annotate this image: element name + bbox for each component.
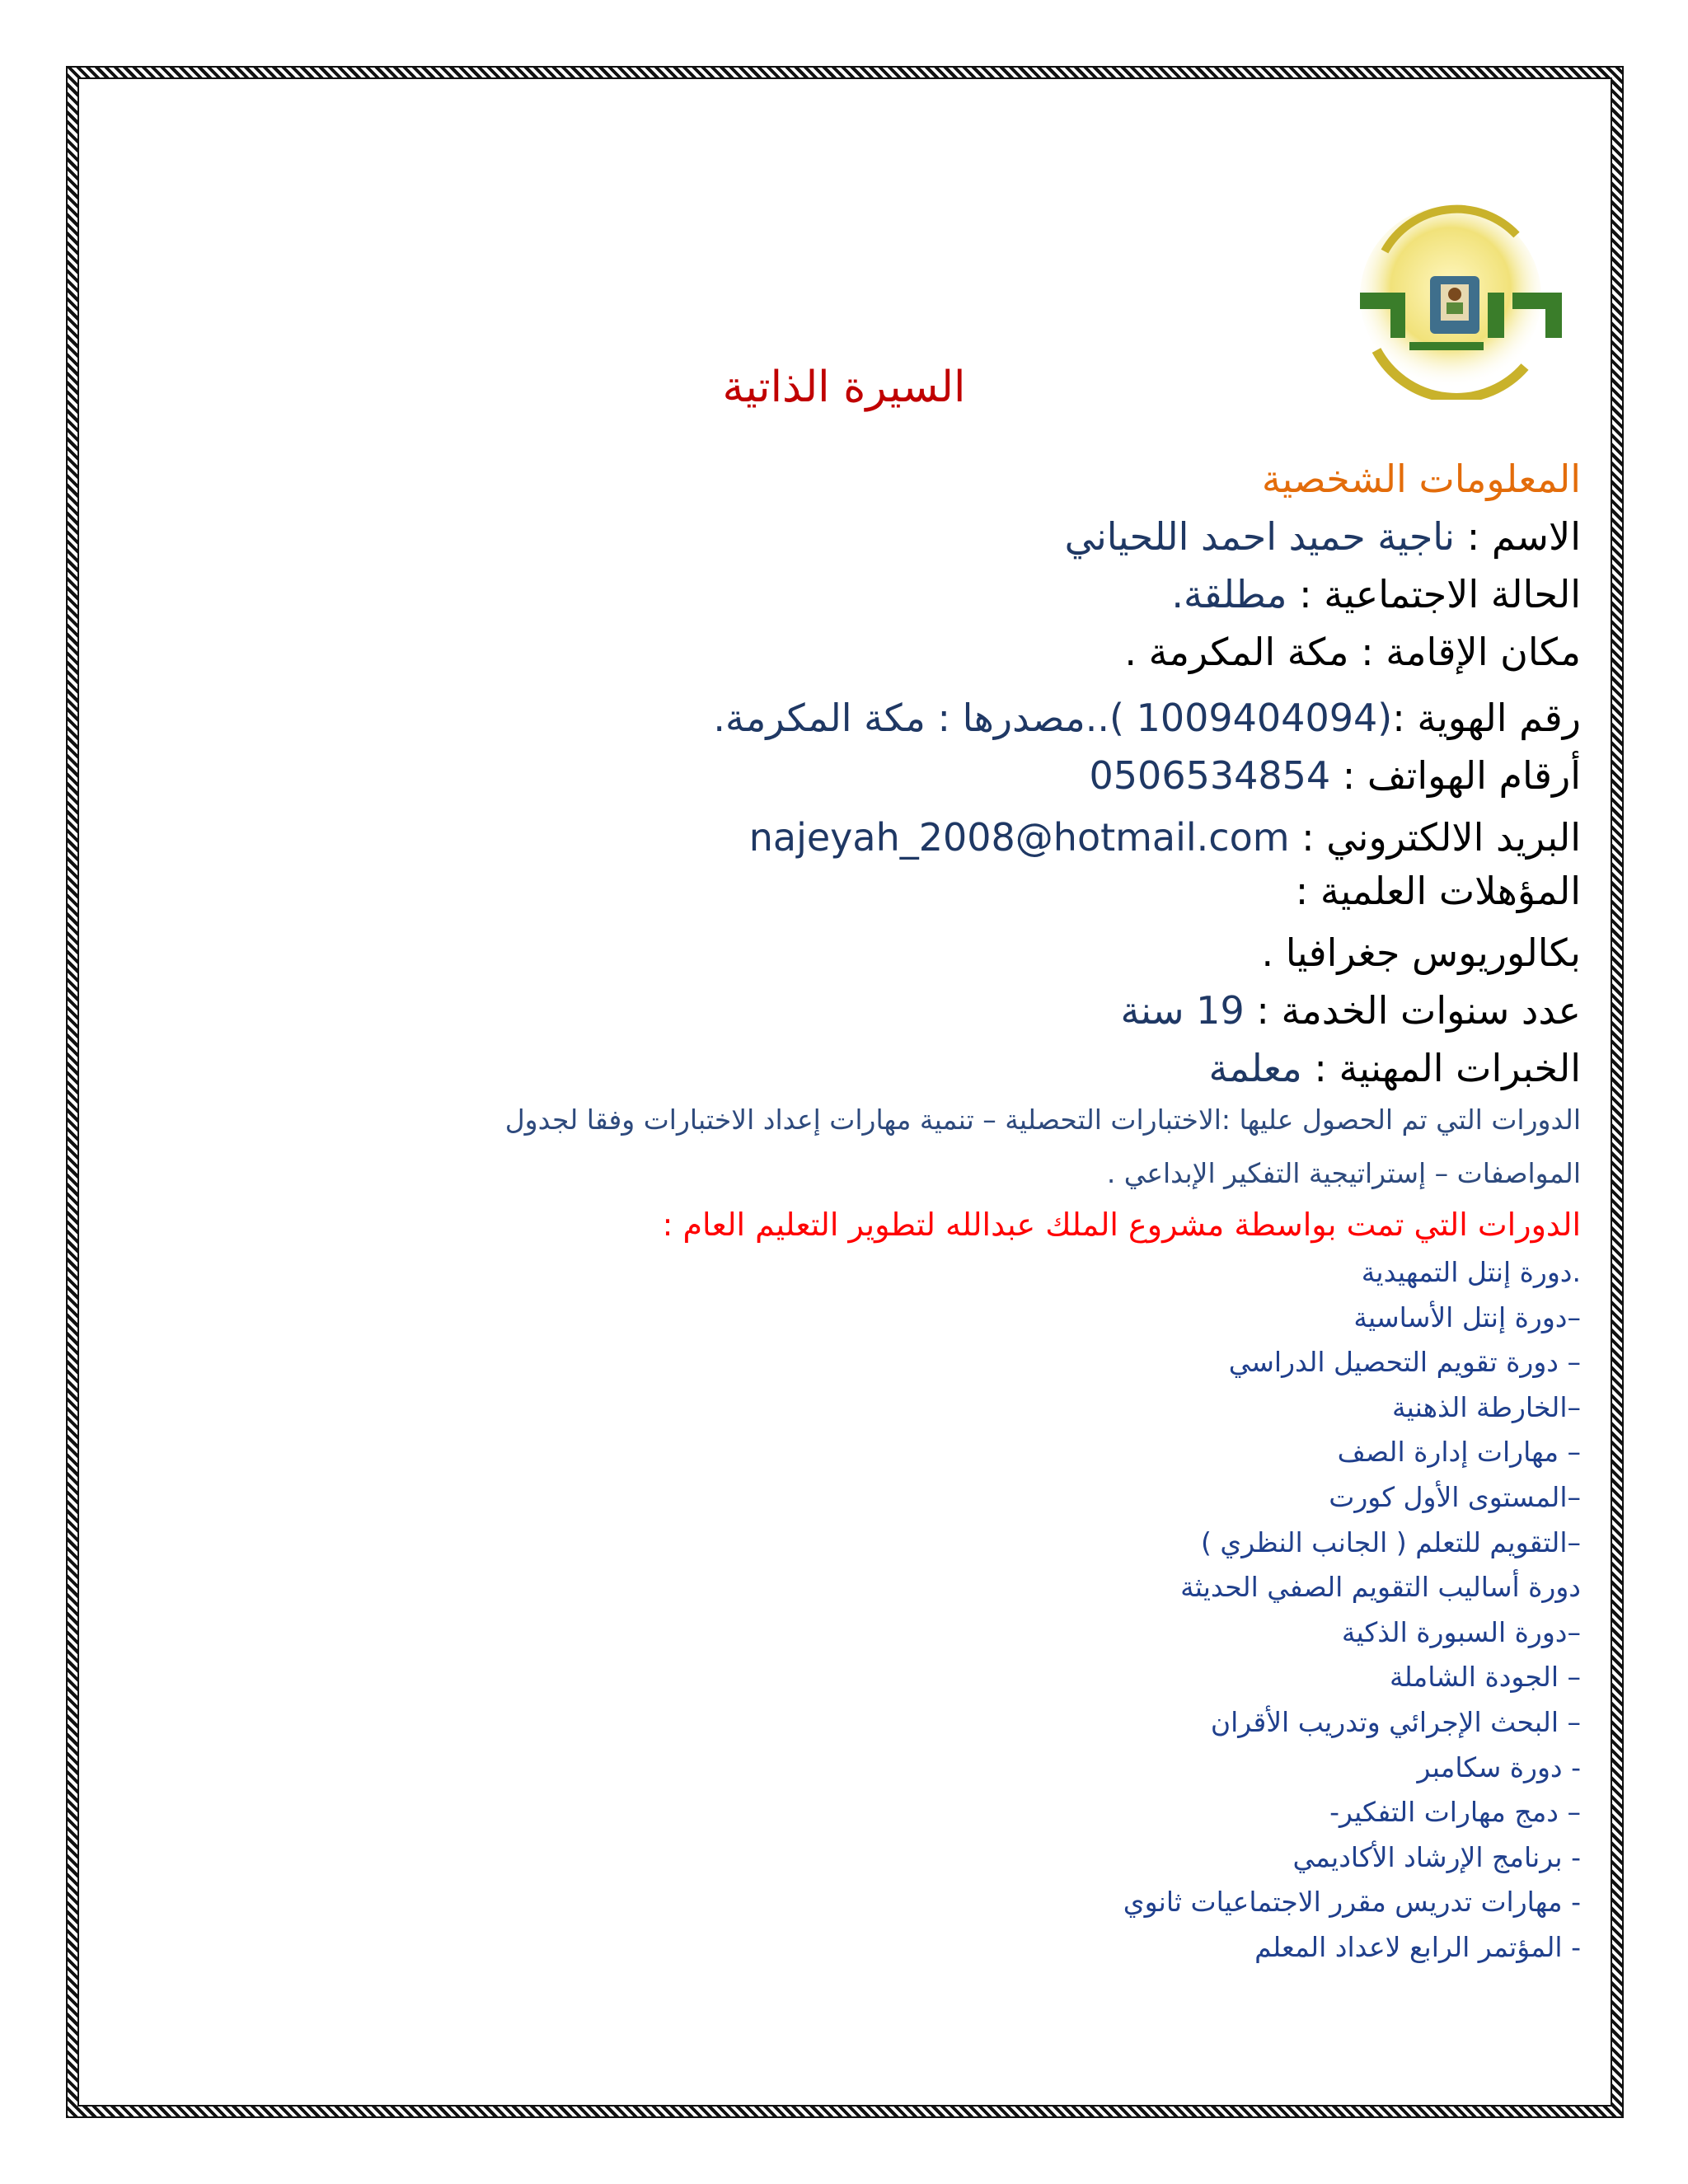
name-label: الاسم : [1455, 514, 1581, 559]
page-title: السيرة الذاتية [722, 363, 966, 412]
name-value: ناجية حميد احمد اللحياني [1064, 514, 1456, 559]
service-label: عدد سنوات الخدمة : [1244, 988, 1581, 1033]
course-item: - مهارات تدريس مقرر الاجتماعيات ثانوي [1123, 1886, 1581, 1919]
name-row [1065, 515, 1581, 559]
status-value: مطلقة. [1171, 572, 1287, 616]
email-row [749, 816, 1581, 860]
courses-obtained-line1: الدورات التي تم الحصول عليها :الاختبارات التحصلية – تنمية مهارات إعداد الاختبارات وفقا لجدول [504, 1104, 1581, 1136]
course-item: – مهارات إدارة الصف [1337, 1436, 1581, 1469]
phone-label: أرقام الهواتف : [1330, 753, 1581, 798]
course-item: –دورة السبورة الذكية [1341, 1615, 1581, 1648]
courses-obtained-line2: المواصفات – إستراتيجية التفكير الإبداعي . [1106, 1157, 1581, 1189]
project-courses-heading: الدورات التي تمت بواسطة مشروع الملك عبدالله لتطوير التعليم العام : [662, 1207, 1581, 1243]
course-item: - دورة سكامبر [1417, 1750, 1581, 1783]
course-item: - برنامج الإرشاد الأكاديمي [1292, 1840, 1581, 1873]
service-row [1120, 989, 1581, 1033]
course-item: – الجودة الشاملة [1389, 1661, 1581, 1694]
course-item: –التقويم للتعلم ( الجانب النظري ) [1201, 1526, 1581, 1558]
course-item: –الخارطة الذهنية [1391, 1390, 1581, 1423]
experience-label: الخبرات المهنية : [1301, 1046, 1581, 1090]
experience-row [1208, 1047, 1581, 1090]
email-label: البريد الالكتروني : [1289, 815, 1581, 860]
personal-section-title: المعلومات الشخصية [1261, 457, 1581, 501]
id-label: رقم الهوية : [1392, 696, 1581, 740]
phone-row [1090, 754, 1581, 798]
course-item: – دورة تقويم التحصيل الدراسي [1228, 1346, 1581, 1379]
course-item: –المستوى الأول كورت [1329, 1481, 1581, 1513]
id-value: (1009404094 )..مصدرها : مكة المكرمة. [713, 696, 1393, 740]
course-item: –دورة إنتل الأساسية [1353, 1301, 1581, 1333]
id-row [713, 696, 1581, 740]
qualifications-label: المؤهلات العلمية : [1295, 869, 1581, 913]
course-item: – البحث الإجرائي وتدريب الأقران [1210, 1706, 1581, 1738]
qualification-value: بكالوريوس جغرافيا . [1261, 930, 1581, 975]
course-item: .دورة إنتل التمهيدية [1361, 1256, 1581, 1288]
course-item: - المؤتمر الرابع لاعداد المعلم [1254, 1931, 1581, 1963]
status-row [1171, 573, 1581, 616]
service-value: 19 سنة [1120, 988, 1245, 1033]
status-label: الحالة الاجتماعية : [1287, 572, 1581, 616]
email-value: najeyah_2008@hotmail.com [748, 815, 1290, 860]
course-item: دورة أساليب التقويم الصفي الحديثة [1180, 1571, 1581, 1604]
phone-value: 0506534854 [1089, 753, 1331, 798]
course-item: – دمج مهارات التفكير- [1329, 1796, 1581, 1829]
experience-value: معلمة [1208, 1046, 1302, 1090]
residence-row: مكان الإقامة : مكة المكرمة . [1124, 630, 1581, 674]
